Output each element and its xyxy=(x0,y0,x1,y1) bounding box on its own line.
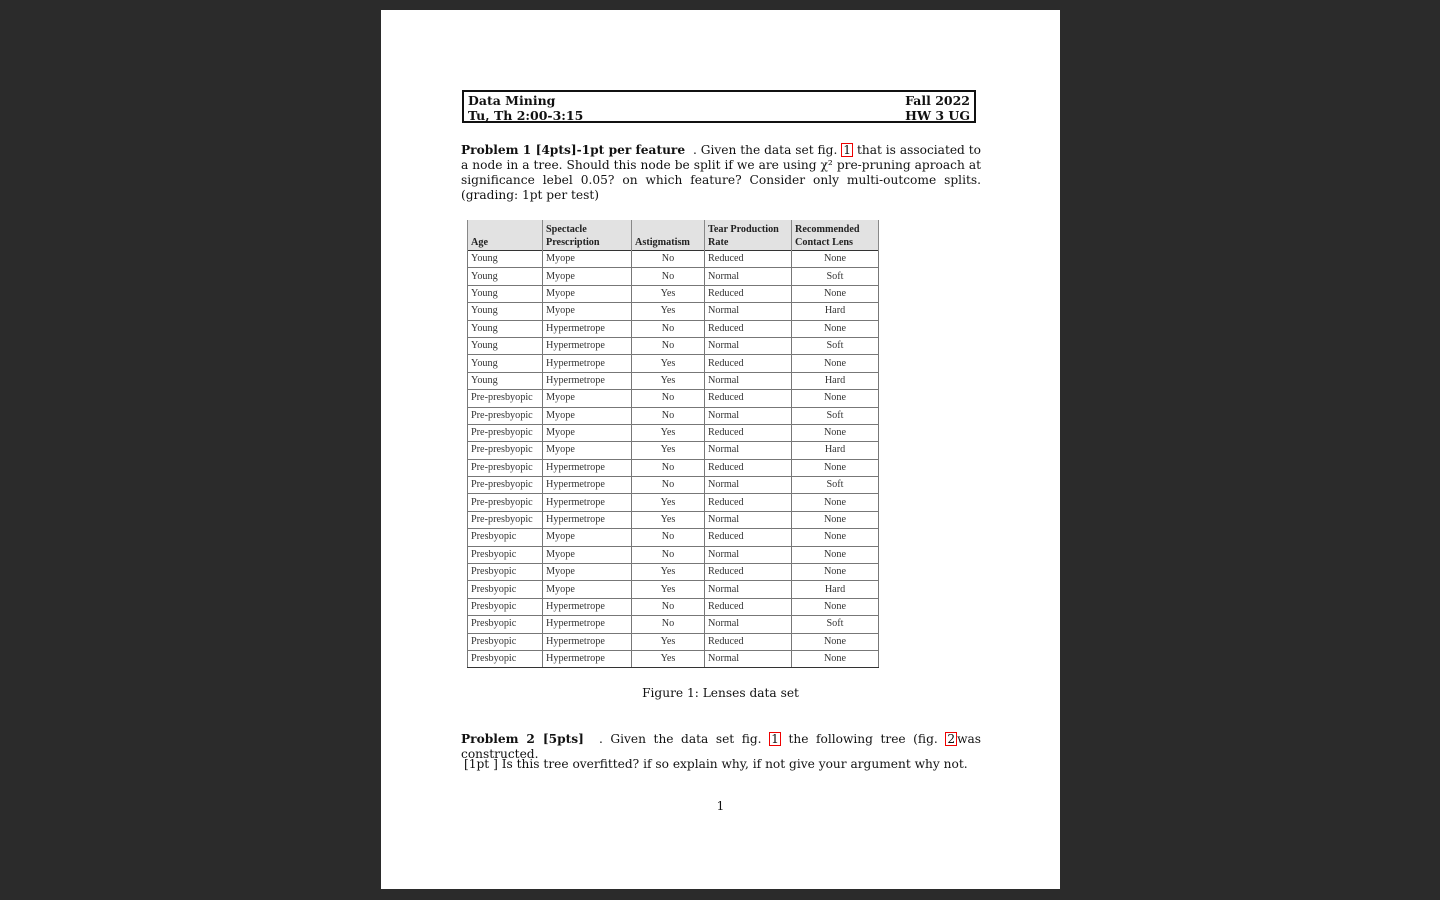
table-row xyxy=(468,650,879,667)
cell-tear-rate: Normal xyxy=(705,546,792,563)
cell-tear-rate: Reduced xyxy=(705,320,792,337)
problem-2-title: Problem 2 [5pts] xyxy=(461,732,584,746)
cell-spectacle: Hypermetrope xyxy=(543,337,632,354)
cell-astigmatism: Yes xyxy=(632,650,705,667)
table-body xyxy=(468,251,879,668)
cell-astigmatism: Yes xyxy=(632,303,705,320)
cell-astigmatism: No xyxy=(632,320,705,337)
cell-astigmatism: Yes xyxy=(632,633,705,650)
cell-recommended: Soft xyxy=(792,407,879,424)
cell-astigmatism: Yes xyxy=(632,285,705,302)
cell-recommended: None xyxy=(792,529,879,546)
cell-age: Young xyxy=(468,337,543,354)
cell-recommended: Soft xyxy=(792,616,879,633)
table-row xyxy=(468,251,879,268)
course-header-left xyxy=(468,93,583,123)
cell-recommended: None xyxy=(792,355,879,372)
subquestion-label: [1pt ] xyxy=(464,757,498,771)
cell-spectacle: Myope xyxy=(543,581,632,598)
table-row xyxy=(468,424,879,441)
cell-recommended: Soft xyxy=(792,477,879,494)
table-row xyxy=(468,355,879,372)
cell-spectacle: Myope xyxy=(543,268,632,285)
problem-2-text-c: was constructed. xyxy=(461,732,982,761)
cell-age: Pre-presbyopic xyxy=(468,407,543,424)
cell-spectacle: Myope xyxy=(543,529,632,546)
table-row xyxy=(468,546,879,563)
cell-age: Presbyopic xyxy=(468,546,543,563)
cell-astigmatism: No xyxy=(632,459,705,476)
problem-1-text xyxy=(461,143,981,203)
cell-age: Presbyopic xyxy=(468,529,543,546)
cell-spectacle: Myope xyxy=(543,564,632,581)
cell-spectacle: Myope xyxy=(543,407,632,424)
figure-2-link[interactable]: 2 xyxy=(947,732,956,746)
cell-tear-rate: Reduced xyxy=(705,285,792,302)
cell-recommended: None xyxy=(792,511,879,528)
table-row xyxy=(468,633,879,650)
table-row xyxy=(468,285,879,302)
cell-age: Young xyxy=(468,320,543,337)
cell-recommended: None xyxy=(792,390,879,407)
term: Fall 2022 xyxy=(905,93,970,108)
cell-spectacle: Hypermetrope xyxy=(543,320,632,337)
figure-1-link-2[interactable]: 1 xyxy=(771,732,779,746)
cell-age: Presbyopic xyxy=(468,581,543,598)
cell-age: Young xyxy=(468,285,543,302)
cell-spectacle: Hypermetrope xyxy=(543,477,632,494)
table-row xyxy=(468,564,879,581)
col-header-astigmatism: Astigmatism xyxy=(632,220,705,251)
page-number: 1 xyxy=(716,799,725,813)
col-header-age: Age xyxy=(468,220,543,251)
cell-recommended: None xyxy=(792,650,879,667)
cell-astigmatism: Yes xyxy=(632,581,705,598)
course-schedule: Tu, Th 2:00-3:15 xyxy=(468,108,584,123)
cell-spectacle: Hypermetrope xyxy=(543,511,632,528)
cell-astigmatism: No xyxy=(632,546,705,563)
cell-age: Young xyxy=(468,372,543,389)
cell-astigmatism: Yes xyxy=(632,424,705,441)
cell-age: Pre-presbyopic xyxy=(468,494,543,511)
cell-spectacle: Hypermetrope xyxy=(543,494,632,511)
table-row xyxy=(468,529,879,546)
cell-astigmatism: No xyxy=(632,407,705,424)
cell-tear-rate: Reduced xyxy=(705,494,792,511)
course-header-box xyxy=(462,90,976,123)
cell-tear-rate: Normal xyxy=(705,337,792,354)
document-page xyxy=(381,10,1060,889)
cell-recommended: None xyxy=(792,251,879,268)
cell-age: Presbyopic xyxy=(468,598,543,615)
cell-spectacle: Myope xyxy=(543,442,632,459)
table-row xyxy=(468,494,879,511)
problem-1-title: Problem 1 [4pts]-1pt per feature xyxy=(461,143,686,157)
table-row xyxy=(468,477,879,494)
cell-astigmatism: No xyxy=(632,251,705,268)
table-row xyxy=(468,616,879,633)
cell-age: Pre-presbyopic xyxy=(468,424,543,441)
cell-spectacle: Hypermetrope xyxy=(543,372,632,389)
cell-astigmatism: No xyxy=(632,598,705,615)
cell-spectacle: Myope xyxy=(543,390,632,407)
cell-age: Young xyxy=(468,251,543,268)
cell-recommended: None xyxy=(792,598,879,615)
cell-astigmatism: No xyxy=(632,268,705,285)
cell-recommended: Hard xyxy=(792,581,879,598)
cell-spectacle: Hypermetrope xyxy=(543,650,632,667)
table-row xyxy=(468,337,879,354)
cell-age: Pre-presbyopic xyxy=(468,477,543,494)
cell-spectacle: Myope xyxy=(543,303,632,320)
table-row xyxy=(468,372,879,389)
cell-recommended: None xyxy=(792,564,879,581)
cell-astigmatism: Yes xyxy=(632,372,705,389)
figure-1-link[interactable]: 1 xyxy=(843,143,852,157)
table-row xyxy=(468,459,879,476)
col-header-tear-rate: Tear Production Rate xyxy=(705,220,792,251)
cell-spectacle: Myope xyxy=(543,546,632,563)
problem-2-text-a: . Given the data set fig. xyxy=(598,732,762,746)
table-header-row xyxy=(468,220,879,251)
lenses-data-table xyxy=(467,220,879,668)
cell-tear-rate: Normal xyxy=(705,268,792,285)
cell-tear-rate: Normal xyxy=(705,581,792,598)
cell-age: Presbyopic xyxy=(468,616,543,633)
figure-caption: Figure 1: Lenses data set xyxy=(642,686,799,700)
cell-age: Young xyxy=(468,303,543,320)
cell-tear-rate: Normal xyxy=(705,442,792,459)
cell-tear-rate: Normal xyxy=(705,407,792,424)
cell-astigmatism: No xyxy=(632,616,705,633)
cell-tear-rate: Reduced xyxy=(705,355,792,372)
cell-spectacle: Hypermetrope xyxy=(543,598,632,615)
cell-spectacle: Myope xyxy=(543,424,632,441)
cell-recommended: Hard xyxy=(792,372,879,389)
cell-recommended: Soft xyxy=(792,337,879,354)
cell-astigmatism: No xyxy=(632,477,705,494)
cell-astigmatism: Yes xyxy=(632,355,705,372)
table-row xyxy=(468,407,879,424)
cell-recommended: None xyxy=(792,320,879,337)
col-header-spectacle: Spectacle Prescription xyxy=(543,220,632,251)
cell-spectacle: Hypermetrope xyxy=(543,633,632,650)
cell-recommended: None xyxy=(792,494,879,511)
cell-tear-rate: Normal xyxy=(705,650,792,667)
cell-spectacle: Hypermetrope xyxy=(543,355,632,372)
cell-recommended: None xyxy=(792,459,879,476)
cell-astigmatism: No xyxy=(632,390,705,407)
cell-tear-rate: Normal xyxy=(705,616,792,633)
cell-age: Pre-presbyopic xyxy=(468,442,543,459)
col-header-recommended: Recommended Contact Lens xyxy=(792,220,879,251)
table-row xyxy=(468,581,879,598)
table-row xyxy=(468,598,879,615)
assignment-id: HW 3 UG xyxy=(905,108,970,123)
cell-age: Presbyopic xyxy=(468,564,543,581)
table-row xyxy=(468,390,879,407)
cell-age: Pre-presbyopic xyxy=(468,390,543,407)
cell-recommended: Soft xyxy=(792,268,879,285)
cell-tear-rate: Reduced xyxy=(705,598,792,615)
cell-tear-rate: Reduced xyxy=(705,459,792,476)
cell-spectacle: Myope xyxy=(543,285,632,302)
cell-tear-rate: Reduced xyxy=(705,390,792,407)
table-row xyxy=(468,268,879,285)
table-row xyxy=(468,320,879,337)
problem-2-text-b: the following tree (fig. xyxy=(788,732,938,746)
cell-spectacle: Hypermetrope xyxy=(543,616,632,633)
cell-recommended: Hard xyxy=(792,442,879,459)
cell-tear-rate: Normal xyxy=(705,477,792,494)
cell-tear-rate: Reduced xyxy=(705,424,792,441)
cell-tear-rate: Normal xyxy=(705,511,792,528)
table-row xyxy=(468,303,879,320)
cell-age: Pre-presbyopic xyxy=(468,511,543,528)
cell-spectacle: Hypermetrope xyxy=(543,459,632,476)
cell-astigmatism: No xyxy=(632,529,705,546)
table-row xyxy=(468,442,879,459)
table-row xyxy=(468,511,879,528)
cell-astigmatism: Yes xyxy=(632,442,705,459)
course-header-right xyxy=(905,93,970,123)
cell-age: Young xyxy=(468,268,543,285)
cell-age: Pre-presbyopic xyxy=(468,459,543,476)
cell-recommended: None xyxy=(792,633,879,650)
cell-astigmatism: Yes xyxy=(632,564,705,581)
cell-astigmatism: Yes xyxy=(632,494,705,511)
cell-tear-rate: Reduced xyxy=(705,564,792,581)
cell-recommended: Hard xyxy=(792,303,879,320)
cell-astigmatism: Yes xyxy=(632,511,705,528)
cell-recommended: None xyxy=(792,546,879,563)
cell-spectacle: Myope xyxy=(543,251,632,268)
cell-age: Young xyxy=(468,355,543,372)
cell-recommended: None xyxy=(792,285,879,302)
problem-2-subquestion xyxy=(464,757,984,772)
cell-tear-rate: Reduced xyxy=(705,529,792,546)
problem-1-text-a: . Given the data set fig. xyxy=(692,143,838,157)
cell-tear-rate: Normal xyxy=(705,372,792,389)
cell-tear-rate: Normal xyxy=(705,303,792,320)
course-name: Data Mining xyxy=(468,93,556,108)
cell-age: Presbyopic xyxy=(468,633,543,650)
problem-1-text-b: that is associated to a node in a tree. Should this node be split if we are using χ² pre-pruning aproach at significance lebel 0.05? on which feature? Consider only multi-outcome splits. (grading: 1pt per test) xyxy=(461,143,982,202)
cell-astigmatism: No xyxy=(632,337,705,354)
subquestion-text: Is this tree overfitted? if so explain why, if not give your argument why not. xyxy=(501,757,968,771)
cell-age: Presbyopic xyxy=(468,650,543,667)
cell-tear-rate: Reduced xyxy=(705,251,792,268)
cell-tear-rate: Reduced xyxy=(705,633,792,650)
cell-recommended: None xyxy=(792,424,879,441)
